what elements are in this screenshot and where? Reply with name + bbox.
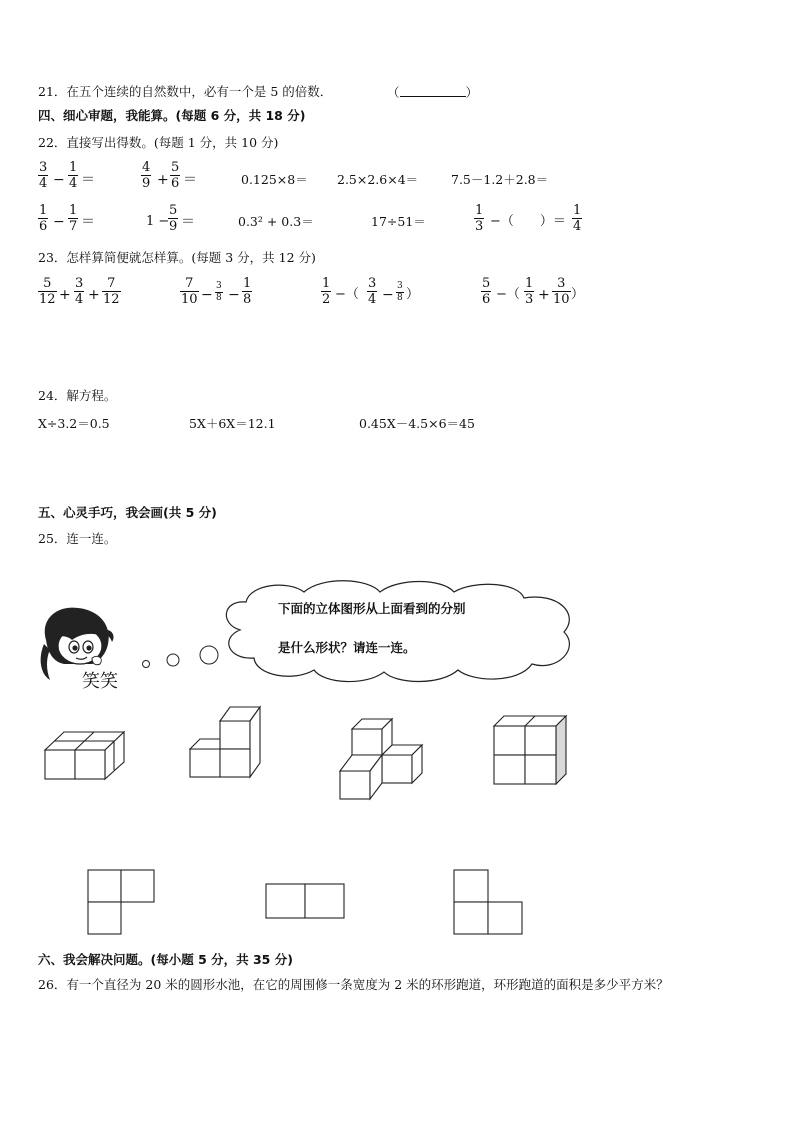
fraction: $\frac{1}{8}$ [243, 276, 252, 307]
fraction: $\frac{5}{9}$ [169, 203, 178, 234]
q23-title: 23．怎样算简便就怎样算。(每题 3 分，共 12 分) [38, 250, 316, 265]
thought-bubbles [140, 640, 220, 670]
solid-figure-4[interactable] [490, 712, 570, 787]
q24-eq1[interactable]: X÷3.2＝0.5 [38, 416, 110, 431]
fraction: $\frac{3}{4}$ [39, 160, 48, 191]
fraction: $\frac{1}{4}$ [69, 160, 78, 191]
fraction: $\frac{3}{4}$ [75, 276, 84, 307]
q22-r2-e3[interactable]: 0.3² + 0.3＝ [238, 214, 314, 229]
fraction: $\frac{1}{2}$ [322, 276, 331, 307]
fraction: $\frac{1}{3}$ [475, 203, 484, 234]
fraction: $\frac{7}{10}$ [181, 276, 198, 307]
character-name-label: 笑笑 [82, 671, 118, 692]
fraction: $\frac{1}{7}$ [69, 203, 78, 234]
solid-figure-3[interactable] [336, 713, 428, 803]
q21-text: 21．在五个连续的自然数中，必有一个是 5 的倍数． [38, 84, 333, 99]
q25-title: 25．连一连。 [38, 531, 117, 546]
fraction: $\frac{5}{6}$ [171, 160, 180, 191]
q24-title: 24．解方程。 [38, 388, 117, 403]
fraction: $\frac{5}{6}$ [482, 276, 491, 307]
top-view-shape-3[interactable] [452, 868, 526, 936]
fraction: $\frac{7}{12}$ [103, 276, 120, 307]
fraction: $\frac{1}{6}$ [39, 203, 48, 234]
section-4-heading: 四、细心审题，我能算。(每题 6 分，共 18 分) [38, 108, 306, 123]
q22-r1-e3[interactable]: 0.125×8＝ [241, 172, 308, 187]
cloud-text-line-1: 下面的立体图形从上面看到的分别 [278, 601, 466, 616]
fraction: $\frac{3}{8}$ [397, 281, 403, 303]
fraction: $\frac{3}{4}$ [368, 276, 377, 307]
cloud-speech-bubble [218, 578, 580, 686]
q22-r2-e4[interactable]: 17÷51＝ [371, 214, 426, 229]
solid-figure-1[interactable] [40, 720, 125, 780]
section-5-heading: 五、心灵手巧，我会画(共 5 分) [38, 505, 217, 520]
fraction: $\frac{3}{8}$ [216, 281, 222, 303]
section-6-heading: 六、我会解决问题。(每小题 5 分，共 35 分) [38, 952, 293, 967]
q26-text: 26．有一个直径为 20 米的圆形水池，在它的周围修一条宽度为 2 米的环形跑道，环形跑道的面积是多少平方米？ [38, 977, 669, 992]
q22-r1-e5[interactable]: 7.5－1.2＋2.8＝ [451, 172, 549, 187]
fraction: $\frac{5}{12}$ [39, 276, 56, 307]
fraction: $\frac{3}{10}$ [553, 276, 570, 307]
cloud-text-line-2: 是什么形状？请连一连。 [278, 640, 416, 655]
q24-eq3[interactable]: 0.45X－4.5×6＝45 [359, 416, 475, 431]
q22-title: 22．直接写出得数。(每题 1 分，共 10 分) [38, 135, 279, 150]
fraction: $\frac{4}{9}$ [142, 160, 151, 191]
solid-figure-2[interactable] [186, 705, 266, 780]
q21-answer-blank[interactable]: （ ） [387, 85, 479, 100]
fraction: $\frac{1}{3}$ [525, 276, 534, 307]
q24-eq2[interactable]: 5X＋6X＝12.1 [189, 416, 276, 431]
top-view-shape-1[interactable] [86, 868, 158, 936]
q22-r1-e4[interactable]: 2.5×2.6×4＝ [337, 172, 419, 187]
top-view-shape-2[interactable] [264, 882, 346, 922]
fraction: $\frac{1}{4}$ [573, 203, 582, 234]
